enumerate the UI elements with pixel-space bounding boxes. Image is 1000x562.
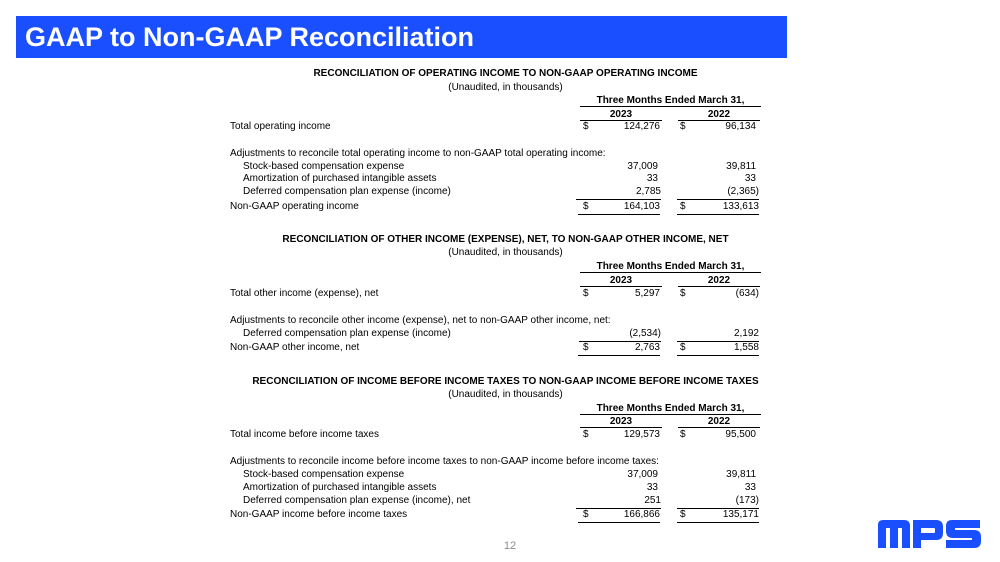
period-header: Three Months Ended March 31,	[580, 403, 761, 414]
value-2023: 2,763	[590, 342, 660, 354]
value-2023: 124,276	[623, 121, 660, 132]
value-2023: 129,573	[623, 429, 660, 440]
row-label: Amortization of purchased intangible assets	[243, 482, 437, 493]
currency-symbol: $	[680, 509, 686, 520]
row-label: Total other income (expense), net	[230, 288, 379, 299]
section-title: RECONCILIATION OF OTHER INCOME (EXPENSE), NET, TO NON-GAAP OTHER INCOME, NET	[282, 234, 729, 245]
period-header: Three Months Ended March 31,	[580, 95, 761, 106]
table-row	[0, 469, 1000, 481]
value-2023: 33	[646, 173, 658, 184]
currency-symbol: $	[680, 288, 686, 299]
row-label: Adjustments to reconcile total operating income to non-GAAP total operating income:	[230, 148, 606, 159]
row-label: Adjustments to reconcile income before income taxes to non-GAAP income before income taxes:	[230, 456, 659, 467]
value-2023: 164,103	[590, 201, 660, 213]
year-2023-header: 2023	[580, 416, 662, 427]
value-2022: 2,192	[689, 328, 759, 340]
table-row	[0, 288, 1000, 300]
currency-symbol: $	[583, 509, 589, 520]
currency-symbol: $	[583, 121, 589, 132]
row-label: Non-GAAP operating income	[230, 201, 359, 212]
value-2023: 2,785	[588, 186, 661, 198]
currency-symbol: $	[680, 201, 686, 212]
table-row	[0, 161, 1000, 173]
page-number: 12	[503, 540, 517, 552]
value-2022: (2,365)	[689, 186, 759, 198]
value-2023: 251	[588, 495, 661, 507]
year-2022-header: 2022	[678, 275, 760, 286]
table-row	[0, 482, 1000, 494]
table-row	[0, 201, 1000, 213]
year-2023-header: 2023	[580, 275, 662, 286]
row-label: Stock-based compensation expense	[243, 469, 405, 480]
table-row	[0, 495, 1000, 507]
currency-symbol: $	[583, 288, 589, 299]
table-row	[0, 342, 1000, 354]
value-2023: (2,534)	[591, 328, 661, 340]
section-title: RECONCILIATION OF OPERATING INCOME TO NON-GAAP OPERATING INCOME	[313, 68, 698, 79]
value-2022: 135,171	[689, 509, 759, 521]
table-row	[0, 429, 1000, 441]
row-label: Non-GAAP income before income taxes	[230, 509, 408, 520]
mps-logo	[876, 517, 983, 549]
row-label: Total operating income	[230, 121, 331, 132]
row-label: Deferred compensation plan expense (income)	[243, 328, 451, 339]
table-row	[0, 148, 1000, 160]
row-label: Deferred compensation plan expense (income), net	[243, 495, 471, 506]
table-row	[0, 121, 1000, 133]
table-row	[0, 509, 1000, 521]
value-2023: 33	[646, 482, 658, 493]
currency-symbol: $	[680, 342, 686, 353]
value-2023: 37,009	[627, 469, 658, 480]
table-row	[0, 456, 1000, 468]
table-row	[0, 173, 1000, 185]
value-2022: (634)	[735, 288, 759, 299]
year-2022-header: 2022	[678, 416, 760, 427]
value-2022: 33	[744, 173, 756, 184]
currency-symbol: $	[583, 342, 589, 353]
table-row	[0, 328, 1000, 340]
value-2022: 95,500	[725, 429, 756, 440]
value-2023: 5,297	[634, 288, 660, 299]
value-2023: 166,866	[590, 509, 660, 521]
currency-symbol: $	[583, 201, 589, 212]
value-2022: 1,558	[689, 342, 759, 354]
value-2022: 133,613	[689, 201, 759, 213]
period-header: Three Months Ended March 31,	[580, 261, 761, 272]
row-label: Adjustments to reconcile other income (expense), net to non-GAAP other income, net:	[230, 315, 611, 326]
value-2022: 39,811	[726, 161, 756, 172]
year-2022-header: 2022	[678, 109, 760, 120]
value-2022: 96,134	[725, 121, 756, 132]
row-label: Total income before income taxes	[230, 429, 379, 440]
year-2023-header: 2023	[580, 109, 662, 120]
table-row	[0, 315, 1000, 327]
page-title: GAAP to Non-GAAP Reconciliation	[16, 16, 787, 58]
row-label: Deferred compensation plan expense (income)	[243, 186, 451, 197]
section-title: RECONCILIATION OF INCOME BEFORE INCOME TAXES TO NON-GAAP INCOME BEFORE INCOME TAXES	[252, 376, 759, 387]
value-2022: (173)	[689, 495, 759, 507]
value-2022: 39,811	[726, 469, 756, 480]
row-label: Non-GAAP other income, net	[230, 342, 360, 353]
section-subtitle: (Unaudited, in thousands)	[448, 82, 563, 93]
currency-symbol: $	[583, 429, 589, 440]
value-2023: 37,009	[627, 161, 658, 172]
row-label: Amortization of purchased intangible assets	[243, 173, 437, 184]
section-subtitle: (Unaudited, in thousands)	[448, 247, 563, 258]
table-row	[0, 186, 1000, 198]
section-subtitle: (Unaudited, in thousands)	[448, 389, 563, 400]
row-label: Stock-based compensation expense	[243, 161, 405, 172]
currency-symbol: $	[680, 429, 686, 440]
currency-symbol: $	[680, 121, 686, 132]
value-2022: 33	[744, 482, 756, 493]
